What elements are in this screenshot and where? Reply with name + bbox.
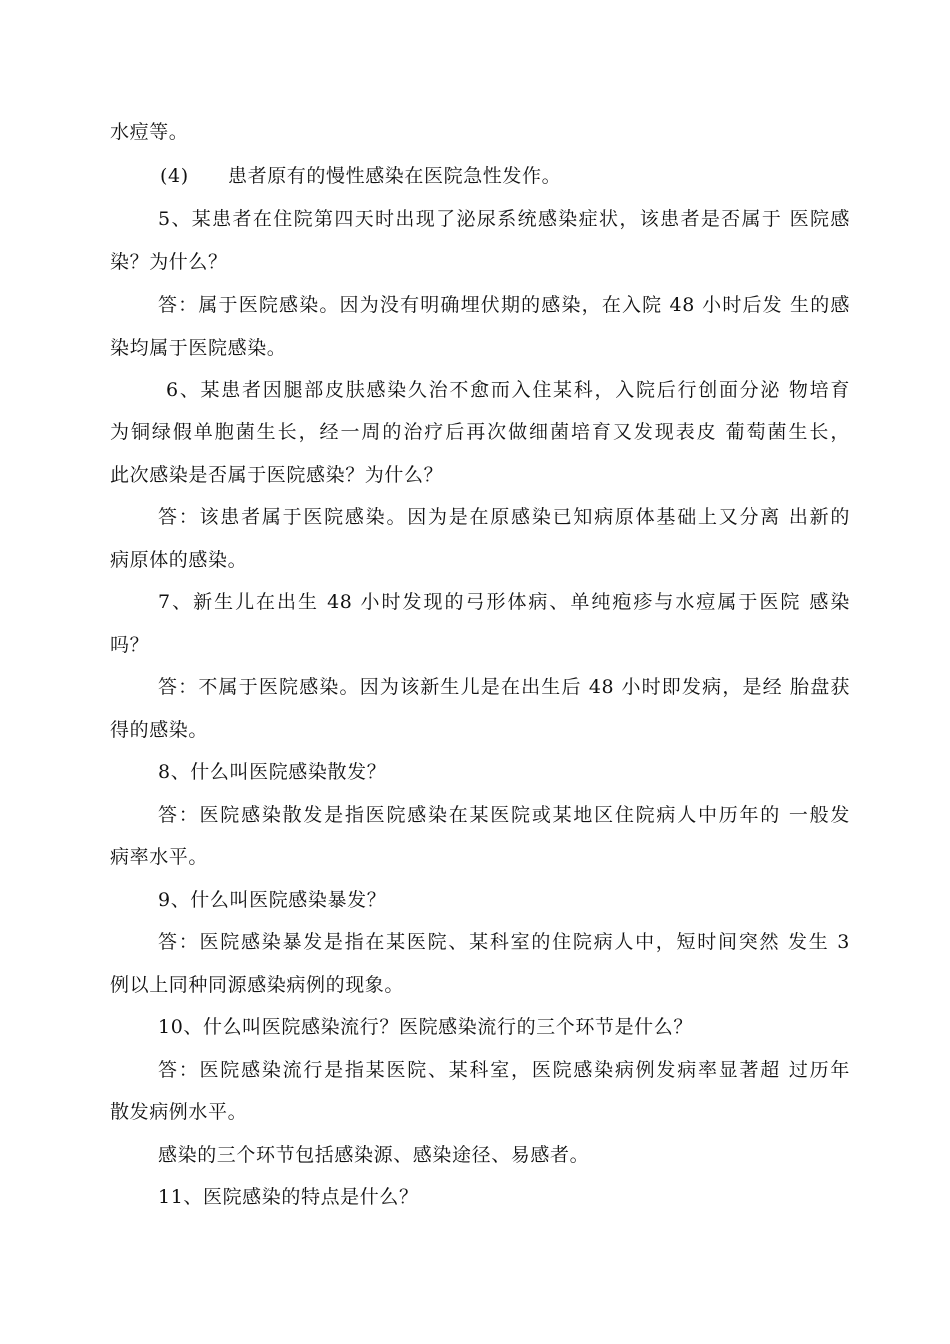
question-9: 9、什么叫医院感染暴发？: [158, 889, 387, 911]
text-line: 吗？: [110, 634, 150, 656]
question-11: 11、医院感染的特点是什么？: [158, 1186, 419, 1208]
text-line: 为铜绿假单胞菌生长，经一周的治疗后再次做细菌培育又发现表皮 葡萄菌生长，: [110, 421, 850, 443]
answer-9: 答：医院感染暴发是指在某医院、某科室的住院病人中，短时间突然 发生 3: [158, 931, 850, 953]
question-6: 6、某患者因腿部皮肤感染久治不愈而入住某科，入院后行创面分泌 物培育: [166, 379, 850, 401]
answer-10: 答：医院感染流行是指某医院、某科室，医院感染病例发病率显著超 过历年: [158, 1059, 850, 1081]
text-line: 病原体的感染。: [110, 549, 248, 571]
text-line: 感染的三个环节包括感染源、感染途径、易感者。: [158, 1144, 590, 1166]
question-10: 10、什么叫医院感染流行？医院感染流行的三个环节是什么？: [158, 1016, 693, 1038]
answer-6: 答：该患者属于医院感染。因为是在原感染已知病原体基础上又分离 出新的: [158, 506, 850, 528]
question-5: 5、某患者在住院第四天时出现了泌尿系统感染症状，该患者是否属于 医院感: [158, 208, 850, 230]
answer-8: 答：医院感染散发是指医院感染在某医院或某地区住院病人中历年的 一般发: [158, 804, 850, 826]
text-line: 染？为什么？: [110, 251, 228, 273]
text-line: 病率水平。: [110, 846, 209, 868]
list-item-4: [160, 164, 561, 188]
text-line: 水痘等。: [110, 121, 189, 143]
answer-5: 答：属于医院感染。因为没有明确埋伏期的感染，在入院 48 小时后发 生的感: [158, 294, 850, 316]
text-line: 染均属于医院感染。: [110, 337, 287, 359]
list-number: (4): [160, 165, 189, 187]
list-text: 患者原有的慢性感染在医院急性发作。: [228, 165, 562, 187]
text-line: 此次感染是否属于医院感染？为什么？: [110, 464, 444, 486]
question-8: 8、什么叫医院感染散发？: [158, 761, 387, 783]
text-line: 得的感染。: [110, 719, 209, 741]
question-7: 7、新生儿在出生 48 小时发现的弓形体病、单纯疱疹与水痘属于医院 感染: [158, 591, 850, 613]
text-line: 例以上同种同源感染病例的现象。: [110, 974, 405, 996]
text-line: 散发病例水平。: [110, 1101, 248, 1123]
answer-7: 答：不属于医院感染。因为该新生儿是在出生后 48 小时即发病，是经 胎盘获: [158, 676, 850, 698]
